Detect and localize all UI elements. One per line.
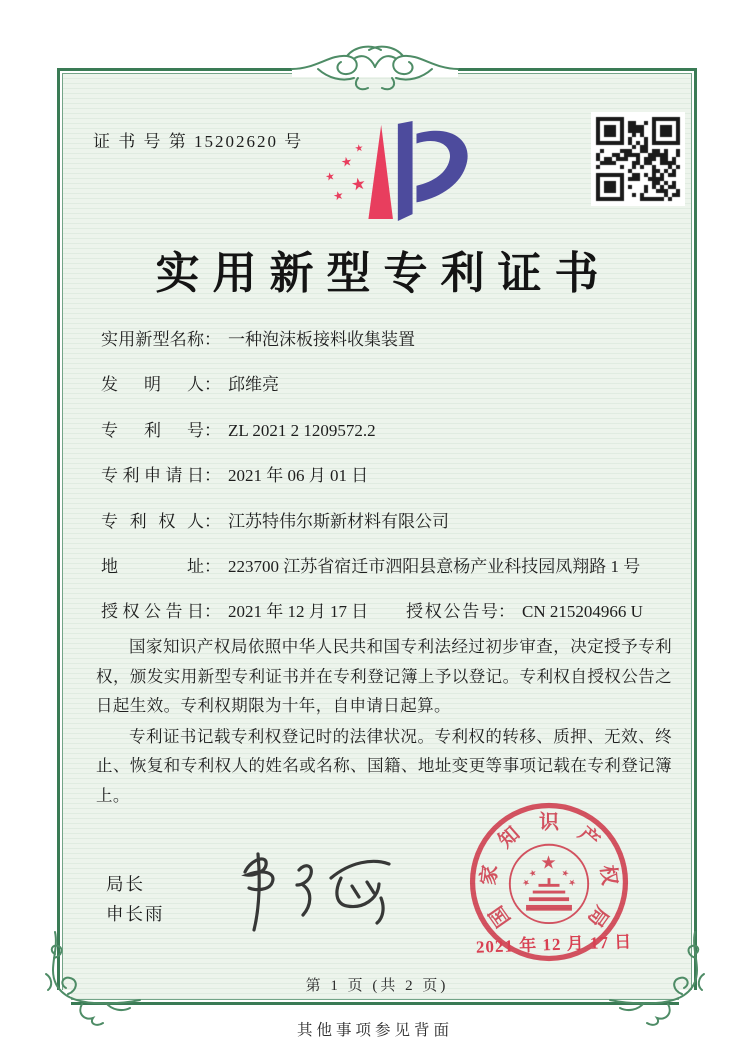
field-colon: ： [204,466,221,486]
field-label: 授权公告日 [101,602,204,622]
svg-text:识: 识 [538,811,560,834]
field-value: 江苏特伟尔斯新材料有限公司 [228,511,449,531]
field-row-filing-date [101,465,665,510]
field-colon: ： [204,375,221,395]
field-row-name [101,329,665,374]
legal-paragraph-1: 国家知识产权局依照中华人民共和国专利法经过初步审查，决定授予专利权，颁发实用新型专利证书并在专利登记簿上予以登记。专利权自授权公告之日起生效。专利权期限为十年，自申请日起算。 [96,637,672,715]
certificate-title: 实用新型专利证书 [155,249,612,298]
field-colon: ： [204,330,221,349]
director-name: 申长雨 [106,904,165,924]
director-title: 局长 [106,874,145,894]
grant-publication-number-group [406,601,643,623]
field-value: 223700 江苏省宿迁市泗阳县意杨产业科技园凤翔路 1 号 [228,556,641,576]
svg-text:★: ★ [527,867,539,880]
svg-text:★: ★ [331,187,346,204]
certificate-inner-area [62,73,692,1000]
director-block [106,869,165,929]
svg-text:★: ★ [559,867,571,880]
svg-text:★: ★ [520,876,533,890]
svg-text:★: ★ [349,173,368,195]
field-colon: ： [204,511,221,531]
page-number: 第 1 页 (共 2 页) [305,978,449,994]
field-label: 发明人 [101,375,204,395]
field-value: 2021 年 12 月 17 日 [228,602,369,622]
field-row-inventor [101,374,665,419]
field-label: 专利权人 [101,511,204,531]
cnipa-logo-graphic [311,119,469,222]
svg-text:国: 国 [485,901,516,931]
qr-code [591,112,685,206]
field-value: CN 215204966 U [522,602,643,622]
field-value: 一种泡沫板接料收集装置 [228,330,415,349]
field-label: 专利申请日 [101,466,204,486]
legal-paragraph-2: 专利证书记载专利权登记时的法律状况。专利权的转移、质押、无效、终止、恢复和专利权人的姓名或名称、国籍、地址变更等事项记载在专利登记簿上。 [96,726,672,805]
field-colon: ： [204,420,221,440]
field-label: 实用新型名称 [101,330,204,349]
national-emblem-icon [510,845,588,923]
svg-text:★: ★ [540,852,557,874]
field-label: 授权公告号 [406,602,498,622]
certificate-border-frame [57,68,697,1005]
field-row-address [101,556,665,601]
cnipa-logo [311,119,469,222]
seal-date: 2021 年 12 月 17 日 [475,932,633,957]
svg-text:局: 局 [582,901,613,931]
svg-text:★: ★ [565,876,578,890]
field-colon: ： [498,602,515,622]
field-value: 2021 年 06 月 01 日 [228,466,369,486]
svg-text:权: 权 [596,863,621,887]
field-colon: ： [204,602,221,622]
director-signature [211,840,411,948]
field-row-patent-no [101,420,665,465]
svg-text:产: 产 [573,822,604,853]
svg-text:★: ★ [324,169,337,184]
svg-text:★: ★ [339,154,354,171]
field-value: ZL 2021 2 1209572.2 [228,420,376,440]
certificate-number: 证 书 号 第 15202620 号 [93,132,304,151]
back-note: 其他事项参见背面 [296,1022,453,1039]
signature-strokes [211,840,411,948]
legal-text [96,632,672,811]
svg-text:知: 知 [494,822,525,853]
svg-text:★: ★ [354,142,365,155]
field-label: 专利号 [101,420,204,440]
field-row-patentee [101,511,665,556]
field-colon: ： [204,556,221,576]
field-value: 邱维亮 [228,375,279,395]
field-label: 地址 [101,556,204,576]
certificate-fields [101,329,665,647]
svg-text:家: 家 [477,863,502,887]
